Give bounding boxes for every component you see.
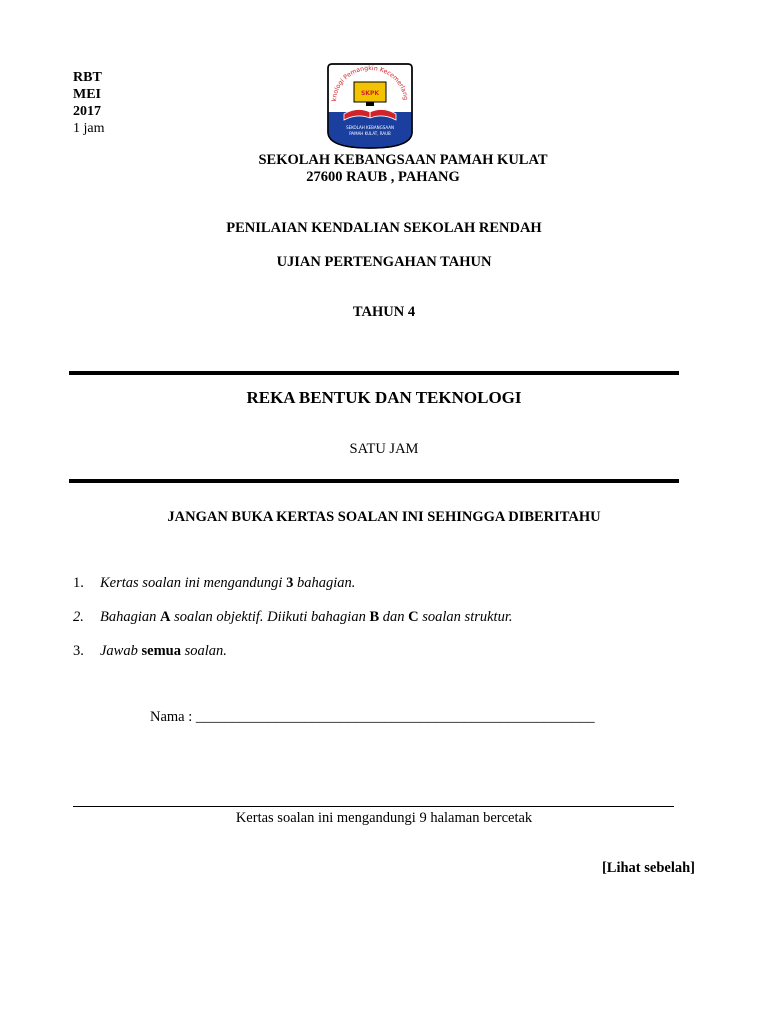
turn-over-note: [Lihat sebelah]: [601, 860, 695, 876]
exam-duration-short: 1 jam: [73, 121, 105, 136]
logo-badge: SKPK: [360, 90, 380, 97]
instruction-number: 3.: [73, 643, 84, 659]
warning-text: JANGAN BUKA KERTAS SOALAN INI SEHINGGA DIBERITAHU: [167, 509, 601, 525]
level-title: TAHUN 4: [352, 304, 416, 320]
name-label: Nama :: [150, 709, 193, 725]
subject-title: REKA BENTUK DAN TEKNOLOGI: [246, 388, 522, 407]
school-address: 27600 RAUB , PAHANG: [306, 169, 460, 185]
header-left-block: [73, 69, 105, 137]
name-field[interactable]: [150, 709, 595, 726]
subject-code: RBT: [73, 70, 102, 85]
instruction-number: 2.: [73, 609, 84, 625]
exam-year: 2017: [73, 104, 101, 119]
instruction-number: 1.: [73, 575, 84, 591]
school-name: SEKOLAH KEBANGSAAN PAMAH KULAT: [258, 152, 548, 168]
exam-month: MEI: [73, 87, 101, 102]
instruction-item: 2. Bahagian A soalan objektif. Diikuti bahagian B dan C soalan struktur.: [73, 609, 513, 625]
instruction-item: 1. Kertas soalan ini mengandungi 3 bahagian.: [73, 575, 356, 591]
logo-banner-line2: PAMAH KULAT, RAUB: [349, 131, 391, 136]
school-logo: [324, 62, 416, 150]
assessment-title: PENILAIAN KENDALIAN SEKOLAH RENDAH: [226, 220, 542, 236]
exam-duration: SATU JAM: [349, 441, 419, 457]
name-line[interactable]: _______________________________________________________: [195, 709, 595, 725]
footer-rule: [73, 806, 674, 807]
bottom-thick-rule: [69, 479, 679, 483]
test-title: UJIAN PERTENGAHAN TAHUN: [276, 254, 492, 270]
pages-note: Kertas soalan ini mengandungi 9 halaman bercetak: [235, 810, 533, 826]
instruction-item: 3. Jawab semua soalan.: [73, 643, 227, 659]
logo-arc-text: knologi Pemangkin Kecemerlang: [330, 64, 409, 102]
top-thick-rule: [69, 371, 679, 375]
logo-banner-line1: SEKOLAH KEBANGSAAN: [346, 125, 394, 130]
